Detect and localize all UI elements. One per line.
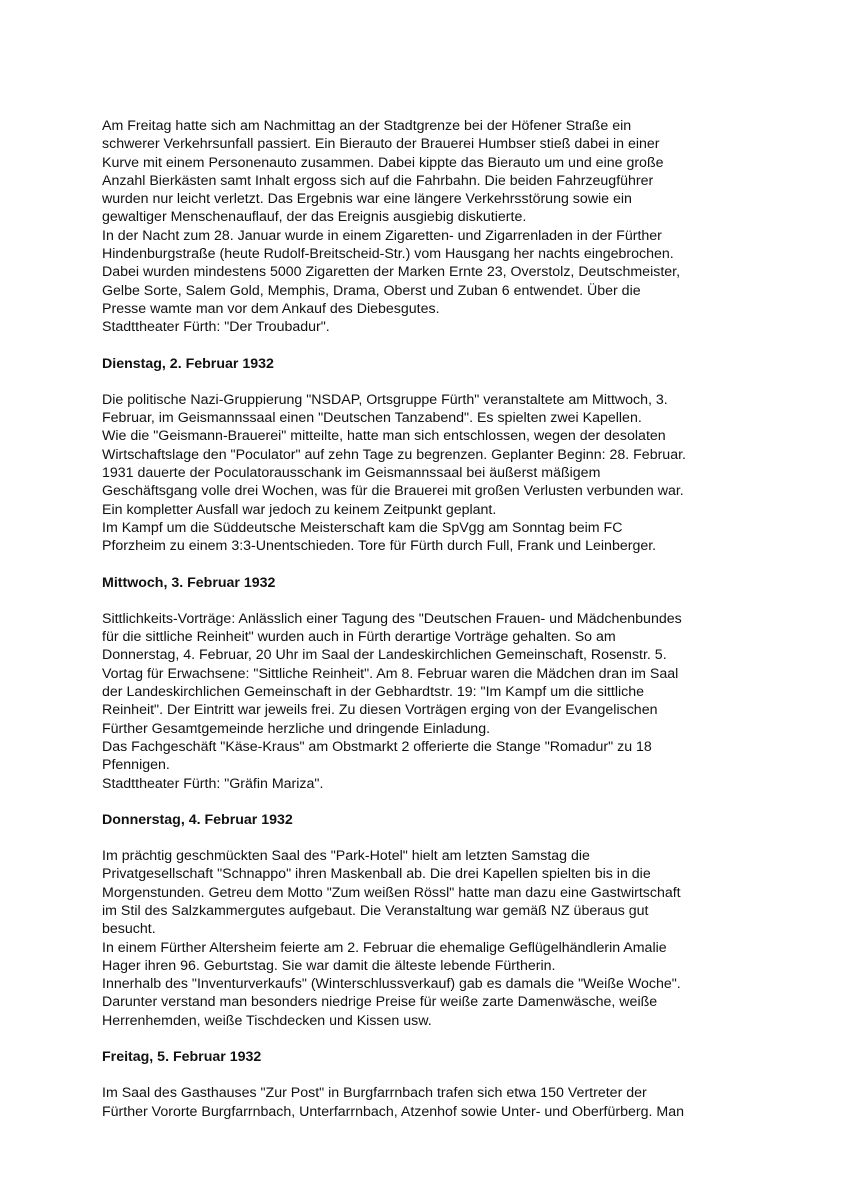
- text-line: In einem Fürther Altersheim feierte am 2. Februar die ehemalige Geflügelhändlerin Amalie: [102, 939, 667, 956]
- section-heading-dienstag: Dienstag, 2. Februar 1932: [102, 355, 274, 372]
- section-heading-donnerstag: Donnerstag, 4. Februar 1932: [102, 811, 293, 828]
- text-line: Am Freitag hatte sich am Nachmittag an der Stadtgrenze bei der Höfener Straße ein: [102, 118, 632, 134]
- text-line: Februar, im Geismannssaal einen "Deutschen Tanzabend". Es spielten zwei Kapellen.: [102, 410, 642, 427]
- text-line: Donnerstag, 4. Februar, 20 Uhr im Saal der Landeskirchlichen Gemeinschaft, Rosenstr. 5.: [102, 647, 667, 664]
- text-line: Hindenburgstraße (heute Rudolf-Breitscheid-Str.) vom Hausgang her nachts eingebrochen.: [102, 246, 674, 263]
- text-line: Die politische Nazi-Gruppierung "NSDAP, Ortsgruppe Fürth" veranstaltete am Mittwoch, 3.: [102, 391, 668, 408]
- text-line: Herrenhemden, weiße Tischdecken und Kissen usw.: [102, 1012, 432, 1029]
- text-line: 1931 dauerte der Poculatorausschank im Geismannssaal bei äußerst mäßigem: [102, 465, 601, 482]
- text-line: Fürther Gesamtgemeinde herzliche und dringende Einladung.: [102, 720, 491, 737]
- document-page: [102, 117, 746, 1121]
- text-line: Gelbe Sorte, Salem Gold, Memphis, Drama, Oberst und Zuban 6 entwendet. Über die: [102, 282, 641, 299]
- text-line: Wie die "Geismann-Brauerei" mitteilte, hatte man sich entschlossen, wegen der desolaten: [102, 428, 666, 445]
- text-line: für die sittliche Reinheit" wurden auch in Fürth derartige Vorträge gehalten. So am: [102, 629, 616, 646]
- text-line: der Landeskirchlichen Gemeinschaft in der Gebhardtstr. 19: "Im Kampf um die sittliche: [102, 684, 645, 701]
- text-line: Pfennigen.: [102, 757, 170, 774]
- text-line: Innerhalb des "Inventurverkaufs" (Winterschlussverkauf) gab es damals die "Weiße Woche".: [102, 976, 681, 993]
- text-line: Stadttheater Fürth: "Der Troubadur".: [102, 319, 330, 336]
- text-line: Im Saal des Gasthauses "Zur Post" in Burgfarrnbach trafen sich etwa 150 Vertreter der: [102, 1085, 647, 1102]
- text-line: Im Kampf um die Süddeutsche Meisterschaft kam die SpVgg am Sonntag beim FC: [102, 519, 623, 536]
- text-line: schwerer Verkehrsunfall passiert. Ein Bierauto der Brauerei Humbser stieß dabei in einer: [102, 136, 660, 153]
- section-heading-mittwoch: Mittwoch, 3. Februar 1932: [102, 574, 276, 591]
- text-line: Anzahl Bierkästen samt Inhalt ergoss sich auf die Fahrbahn. Die beiden Fahrzeugführer: [102, 172, 654, 189]
- text-line: im Stil des Salzkammergutes aufgebaut. Die Veranstaltung war gemäß NZ überaus gut: [102, 902, 649, 919]
- text-line: Sittlichkeits-Vorträge: Anlässlich einer Tagung des "Deutschen Frauen- und Mädchenbundes: [102, 610, 682, 627]
- section-body-donnerstag: [102, 847, 746, 1030]
- text-line: Morgenstunden. Getreu dem Motto "Zum weißen Rössl" hatte man dazu eine Gastwirtschaft: [102, 884, 681, 901]
- text-line: Ein kompletter Ausfall war jedoch zu keinem Zeitpunkt geplant.: [102, 501, 497, 518]
- section-body-dienstag: [102, 391, 746, 556]
- text-line: Hager ihren 96. Geburtstag. Sie war damit die älteste lebende Fürtherin.: [102, 957, 556, 974]
- text-line: Wirtschaftslage den "Poculator" auf zehn Tage zu begrenzen. Geplanter Beginn: 28. Februar.: [102, 446, 686, 463]
- text-line: Reinheit". Der Eintritt war jeweils frei. Zu diesen Vorträgen erging von der Evangelischen: [102, 702, 658, 719]
- text-line: Im prächtig geschmückten Saal des "Park-Hotel" hielt am letzten Samstag die: [102, 848, 590, 865]
- text-line: Vortag für Erwachsene: "Sittliche Reinheit". Am 8. Februar waren die Mädchen dran im Saal: [102, 665, 679, 682]
- text-line: Privatgesellschaft "Schnappo" ihren Maskenball ab. Die drei Kapellen spielten bis in die: [102, 866, 651, 883]
- text-line: wurden nur leicht verletzt. Das Ergebnis war eine längere Verkehrsstörung sowie ein: [102, 191, 632, 208]
- text-line: Dabei wurden mindestens 5000 Zigaretten der Marken Ernte 23, Overstolz, Deutschmeister,: [102, 264, 681, 281]
- text-line: besucht.: [102, 921, 156, 938]
- section-body-freitag: [102, 1084, 746, 1121]
- text-line: Presse wamte man vor dem Ankauf des Diebesgutes.: [102, 300, 440, 317]
- section-body-mittwoch: [102, 610, 746, 793]
- text-line: Darunter verstand man besonders niedrige Preise für weiße zarte Damenwäsche, weiße: [102, 994, 658, 1011]
- text-line: In der Nacht zum 28. Januar wurde in einem Zigaretten- und Zigarrenladen in der Fürther: [102, 227, 662, 244]
- text-line: Fürther Vororte Burgfarrnbach, Unterfarrnbach, Atzenhof sowie Unter- und Oberfürberg. Man: [102, 1103, 684, 1120]
- text-line: Kurve mit einem Personenauto zusammen. Dabei kippte das Bierauto um und eine große: [102, 154, 664, 171]
- text-line: gewaltiger Menschenauflauf, der das Ereignis ausgiebig diskutierte.: [102, 209, 527, 226]
- section-heading-freitag: Freitag, 5. Februar 1932: [102, 1049, 262, 1066]
- intro-paragraph: [102, 117, 746, 337]
- text-line: Das Fachgeschäft "Käse-Kraus" am Obstmarkt 2 offerierte die Stange "Romadur" zu 18: [102, 738, 652, 755]
- text-line: Pforzheim zu einem 3:3-Unentschieden. Tore für Fürth durch Full, Frank und Leinberger.: [102, 538, 657, 555]
- text-line: Stadttheater Fürth: "Gräfin Mariza".: [102, 775, 324, 792]
- text-line: Geschäftsgang volle drei Wochen, was für die Brauerei mit großen Verlusten verbunden war.: [102, 483, 684, 500]
